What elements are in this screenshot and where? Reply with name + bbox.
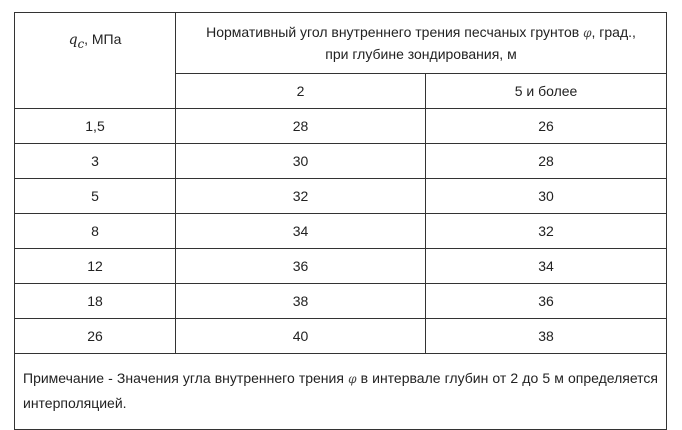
depth-col-2: 2 <box>176 74 426 109</box>
depth2-cell: 34 <box>176 214 426 249</box>
depth5-cell: 38 <box>426 319 667 354</box>
note-part1: Примечание - Значения угла внутреннего трения <box>23 370 344 386</box>
depth2-cell: 32 <box>176 179 426 214</box>
depth-col-5: 5 и более <box>426 74 667 109</box>
friction-angle-table <box>14 12 667 430</box>
table-row <box>15 179 667 214</box>
depth2-cell: 28 <box>176 109 426 144</box>
qc-cell: 18 <box>15 284 176 319</box>
table-row <box>15 214 667 249</box>
table-row <box>15 144 667 179</box>
depth2-cell: 38 <box>176 284 426 319</box>
qc-unit: , МПа <box>84 31 122 47</box>
depth5-cell: 30 <box>426 179 667 214</box>
note-part2: в интервале глубин от 2 до 5 м определяется интерполяцией. <box>23 370 659 411</box>
qc-symbol: q <box>68 32 78 48</box>
qc-cell: 1,5 <box>15 109 176 144</box>
qc-cell: 3 <box>15 144 176 179</box>
depth5-cell: 26 <box>426 109 667 144</box>
table-note <box>15 354 667 430</box>
phi-symbol: φ <box>348 372 357 386</box>
depth2-cell: 36 <box>176 249 426 284</box>
depth5-cell: 34 <box>426 249 667 284</box>
header-title-line2: при глубине зондирования, м <box>325 45 517 62</box>
qc-cell: 26 <box>15 319 176 354</box>
depth5-cell: 32 <box>426 214 667 249</box>
header-main <box>176 13 667 74</box>
phi-symbol: φ <box>583 25 592 40</box>
header-title-part2: , град., <box>591 23 636 40</box>
header-title-part1: Нормативный угол внутреннего трения песчаных грунтов <box>206 23 580 40</box>
depth5-cell: 28 <box>426 144 667 179</box>
qc-cell: 12 <box>15 249 176 284</box>
depth2-cell: 30 <box>176 144 426 179</box>
table-row <box>15 319 667 354</box>
depth5-cell: 36 <box>426 284 667 319</box>
qc-cell: 8 <box>15 214 176 249</box>
table-row <box>15 249 667 284</box>
table-row <box>15 284 667 319</box>
depth2-cell: 40 <box>176 319 426 354</box>
header-qc <box>15 13 176 109</box>
table-row <box>15 109 667 144</box>
qc-subscript: c <box>77 36 85 51</box>
qc-cell: 5 <box>15 179 176 214</box>
